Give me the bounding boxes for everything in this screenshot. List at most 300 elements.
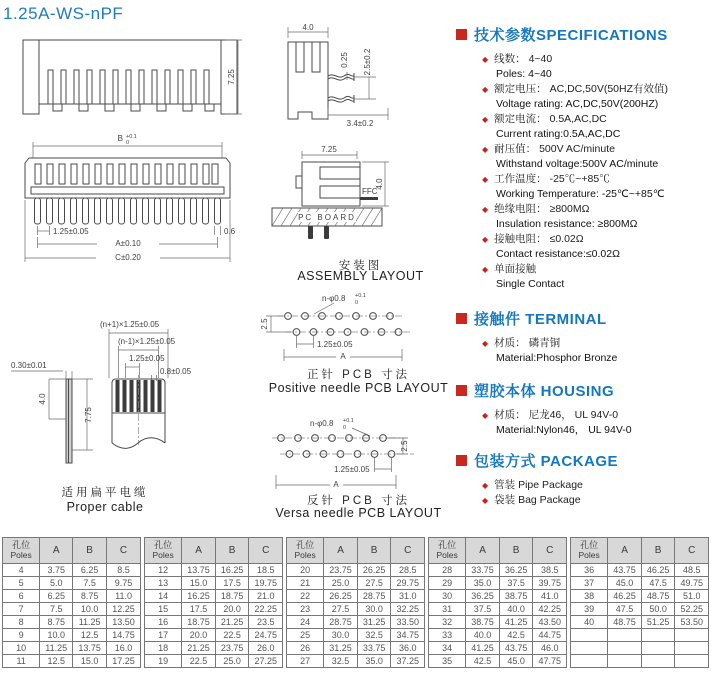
dim-tolerance: +0.1 — [126, 134, 137, 140]
spec-item — [456, 336, 710, 366]
dim-label: 2.5±0.2 — [363, 48, 372, 76]
section-marker-icon — [456, 313, 467, 324]
pin-slots — [48, 70, 209, 104]
dim-label: 4.0 — [302, 23, 314, 32]
cell-poles: 21 — [287, 577, 324, 590]
cell-b: 11.25 — [73, 616, 107, 629]
cell-c: 18.5 — [249, 564, 283, 577]
cell-b: 16.25 — [215, 564, 249, 577]
cell-a: 12.5 — [40, 655, 73, 668]
package-list — [456, 478, 710, 508]
cell-poles: 23 — [287, 603, 324, 616]
table-row — [287, 642, 425, 655]
cell-a: 47.5 — [608, 603, 642, 616]
section-heading — [456, 450, 710, 471]
cell-c: 49.75 — [675, 577, 709, 590]
cell-poles: 11 — [3, 655, 40, 668]
cell-b: 10.0 — [73, 603, 107, 616]
table-row — [571, 642, 709, 655]
col-header-c: C — [675, 538, 709, 564]
spec-text-en: Current rating:0.5A,AC,DC — [496, 128, 621, 140]
cell-c: 16.0 — [107, 642, 141, 655]
cell-c: 12.25 — [107, 603, 141, 616]
col-header-c: C — [249, 538, 283, 564]
spec-text-en: Single Contact — [496, 278, 565, 290]
cell-c: 17.25 — [107, 655, 141, 668]
dim-label: 4.0 — [38, 393, 47, 405]
cell-c: 27.25 — [249, 655, 283, 668]
spec-text-en: Withstand voltage:500V AC/minute — [496, 158, 659, 170]
cell-poles: 14 — [145, 590, 182, 603]
cell-poles: 27 — [287, 655, 324, 668]
cell-a: 13.75 — [182, 564, 216, 577]
cell-b: 48.75 — [641, 590, 675, 603]
cell-a: 18.75 — [182, 616, 216, 629]
cell-poles — [571, 655, 608, 668]
cell-a: 43.75 — [608, 564, 642, 577]
specs-column — [456, 24, 710, 508]
spec-text-cn: 绝缘电阻： ≥800MΩ — [494, 203, 590, 215]
cell-c: 44.75 — [533, 629, 567, 642]
cell-c: 13.50 — [107, 616, 141, 629]
cell-c: 39.75 — [533, 577, 567, 590]
package-item — [456, 478, 710, 493]
ffc-label: FFC — [362, 187, 378, 196]
table-row — [145, 655, 283, 668]
cell-poles: 16 — [145, 616, 182, 629]
spec-line-cn — [456, 52, 710, 67]
cell-a: 35.0 — [466, 577, 500, 590]
table-row — [571, 577, 709, 590]
cable-caption-cn: 适用扁平电缆 — [61, 487, 149, 499]
cell-b: 40.0 — [499, 603, 533, 616]
cell-a: 21.25 — [182, 642, 216, 655]
dim-label: A — [340, 352, 346, 361]
cell-a: 10.0 — [40, 629, 73, 642]
cell-c: 14.75 — [107, 629, 141, 642]
table-row — [3, 603, 141, 616]
cell-poles: 6 — [3, 590, 40, 603]
spec-text-cn: 接触电阻： ≤0.02Ω — [494, 233, 584, 245]
poles-table-3 — [286, 537, 425, 668]
spec-text-en: Material:Phosphor Bronze — [496, 352, 618, 364]
terminal-list — [456, 336, 710, 366]
cell-poles: 10 — [3, 642, 40, 655]
dim-label: C±0.20 — [115, 253, 141, 262]
versa-pcb-caption-cn: 反针 PCB 寸法 — [306, 495, 411, 507]
cell-c — [675, 655, 709, 668]
diamond-bullet-icon: ◆ — [482, 481, 489, 490]
cell-poles: 38 — [571, 590, 608, 603]
cell-poles: 13 — [145, 577, 182, 590]
cell-b — [641, 655, 675, 668]
table-row — [145, 629, 283, 642]
cell-a: 11.25 — [40, 642, 73, 655]
dim-tolerance: +0.1 — [343, 418, 354, 424]
cell-a: 30.0 — [324, 629, 358, 642]
spec-text-cn: 线数： 4~40 — [494, 53, 553, 65]
table-row — [429, 577, 567, 590]
cell-a: 25.0 — [324, 577, 358, 590]
cell-poles: 30 — [429, 590, 466, 603]
cell-b: 6.25 — [73, 564, 107, 577]
table-row — [145, 577, 283, 590]
table-row — [571, 616, 709, 629]
cell-poles: 26 — [287, 642, 324, 655]
package-text: 袋装 Bag Package — [494, 494, 581, 506]
section-title: 包装方式 PACKAGE — [474, 453, 619, 470]
cell-a: 3.75 — [40, 564, 73, 577]
cell-b: 33.75 — [357, 642, 391, 655]
cell-b: 31.25 — [357, 616, 391, 629]
table-row — [3, 616, 141, 629]
cell-a: 42.5 — [466, 655, 500, 668]
spec-line-cn — [456, 232, 710, 247]
cell-c: 26.0 — [249, 642, 283, 655]
cell-b: 26.25 — [357, 564, 391, 577]
spec-text-en: Working Temperature: -25℃~+85℃ — [496, 188, 665, 200]
spec-text-cn: 额定电流： 0.5A,AC,DC — [494, 113, 607, 125]
spec-text-cn: 耐压值： 500V AC/minute — [494, 143, 615, 155]
table-row — [145, 603, 283, 616]
cell-b: 15.0 — [73, 655, 107, 668]
table-row — [3, 577, 141, 590]
spec-text-cn: 材质： 磷青铜 — [494, 337, 561, 349]
cell-c: 29.75 — [391, 577, 425, 590]
col-header-b: B — [499, 538, 533, 564]
cell-a: 31.25 — [324, 642, 358, 655]
spec-line-cn — [456, 112, 710, 127]
assembly-caption-cn: 安装图 — [338, 260, 383, 272]
table-row — [3, 629, 141, 642]
dim-label: 1.25±0.05 — [53, 227, 89, 236]
poles-table-1 — [2, 537, 141, 668]
section-title: 塑胶本体 HOUSING — [474, 383, 615, 400]
cell-c: 37.25 — [391, 655, 425, 668]
diamond-bullet-icon: ◆ — [482, 145, 489, 154]
diamond-bullet-icon: ◆ — [482, 339, 489, 348]
versa-pcb-drawing — [256, 417, 461, 492]
cell-a: 7.5 — [40, 603, 73, 616]
package-item — [456, 493, 710, 508]
cell-a: 16.25 — [182, 590, 216, 603]
dim-label: 0.8±0.05 — [160, 367, 192, 376]
dim-tolerance: +0.1 — [355, 293, 366, 299]
poles-table-5 — [570, 537, 709, 668]
cell-c: 53.50 — [675, 616, 709, 629]
diamond-bullet-icon: ◆ — [482, 496, 489, 505]
table-row — [145, 564, 283, 577]
cell-c: 11.0 — [107, 590, 141, 603]
cell-b: 27.5 — [357, 577, 391, 590]
cell-a: 37.5 — [466, 603, 500, 616]
assembly-caption-en: ASSEMBLY LAYOUT — [297, 269, 424, 283]
cell-b: 12.5 — [73, 629, 107, 642]
cell-a: 33.75 — [466, 564, 500, 577]
cell-b: 20.0 — [215, 603, 249, 616]
cell-c: 41.0 — [533, 590, 567, 603]
hole-label: n-φ0.8 — [310, 419, 334, 428]
dim-label: A±0.10 — [115, 239, 141, 248]
table-row — [571, 655, 709, 668]
table-row — [571, 603, 709, 616]
cell-poles: 12 — [145, 564, 182, 577]
poles-table-4 — [428, 537, 567, 668]
col-header-poles: 孔位 Poles — [287, 538, 324, 564]
cable-drawing — [5, 295, 250, 480]
spec-line-cn — [456, 202, 710, 217]
spec-text-en: Material:Nylon46， UL 94V-0 — [496, 424, 632, 436]
spec-item — [456, 52, 710, 82]
table-row — [287, 590, 425, 603]
table-row — [3, 655, 141, 668]
col-header-a: A — [608, 538, 642, 564]
cell-c: 28.5 — [391, 564, 425, 577]
cell-a: 17.5 — [182, 603, 216, 616]
cell-poles: 15 — [145, 603, 182, 616]
table-row — [287, 603, 425, 616]
spec-text-en: Contact resistance:≤0.02Ω — [496, 248, 620, 260]
cell-poles: 33 — [429, 629, 466, 642]
diamond-bullet-icon: ◆ — [482, 175, 489, 184]
col-header-b: B — [215, 538, 249, 564]
cell-poles: 9 — [3, 629, 40, 642]
dim-label: 7.25 — [227, 69, 236, 85]
cell-c: 24.75 — [249, 629, 283, 642]
table-row — [429, 603, 567, 616]
table-row — [287, 616, 425, 629]
cell-poles: 7 — [3, 603, 40, 616]
spec-line-cn — [456, 142, 710, 157]
cell-poles: 36 — [571, 564, 608, 577]
cell-b: 38.75 — [499, 590, 533, 603]
spec-text-cn: 额定电压： AC,DC,50V(50HZ有效值) — [494, 83, 669, 95]
cell-b: 47.5 — [641, 577, 675, 590]
cell-a — [608, 629, 642, 642]
pin-slots — [35, 164, 218, 184]
section-title: 接触件 TERMINAL — [474, 311, 607, 328]
cell-b: 8.75 — [73, 590, 107, 603]
cell-b: 13.75 — [73, 642, 107, 655]
spec-text-en: Voltage rating: AC,DC,50V(200HZ) — [496, 98, 659, 110]
col-header-poles: 孔位 Poles — [571, 538, 608, 564]
section-title: 技术参数SPECIFICATIONS — [474, 27, 668, 44]
cell-poles: 39 — [571, 603, 608, 616]
cell-a: 45.0 — [608, 577, 642, 590]
spec-text-en: Insulation resistance: ≥800MΩ — [496, 218, 638, 230]
cell-c: 42.25 — [533, 603, 567, 616]
dim-label: 4.0 — [375, 178, 384, 190]
dim-tolerance: 0 — [355, 300, 359, 306]
section-heading — [456, 380, 710, 401]
table-row — [429, 642, 567, 655]
cell-poles: 8 — [3, 616, 40, 629]
holes-row-1 — [278, 435, 387, 442]
cell-b: 25.0 — [215, 655, 249, 668]
cell-poles: 5 — [3, 577, 40, 590]
cell-poles: 34 — [429, 642, 466, 655]
dim-label: B — [117, 134, 123, 143]
cell-poles: 17 — [145, 629, 182, 642]
cell-b — [641, 629, 675, 642]
table-row — [571, 590, 709, 603]
cell-b: 23.75 — [215, 642, 249, 655]
cell-b: 17.5 — [215, 577, 249, 590]
spec-item — [456, 82, 710, 112]
cell-a: 22.5 — [182, 655, 216, 668]
cell-b: 50.0 — [641, 603, 675, 616]
table-row — [287, 629, 425, 642]
table-row — [3, 590, 141, 603]
dim-label: 3.4±0.2 — [346, 119, 374, 128]
diamond-bullet-icon: ◆ — [482, 115, 489, 124]
dim-label: 2.5 — [400, 440, 409, 452]
cell-poles: 18 — [145, 642, 182, 655]
cell-poles: 20 — [287, 564, 324, 577]
cell-c: 22.25 — [249, 603, 283, 616]
cell-c: 52.25 — [675, 603, 709, 616]
cell-a: 23.75 — [324, 564, 358, 577]
table-row — [145, 642, 283, 655]
table-row — [3, 642, 141, 655]
dim-label: 1.25±0.05 — [317, 340, 353, 349]
spec-item — [456, 142, 710, 172]
cell-c: 33.50 — [391, 616, 425, 629]
pole-dimension-tables — [2, 537, 709, 668]
col-header-c: C — [107, 538, 141, 564]
table-row — [429, 590, 567, 603]
pc-board-label: PC BOARD — [298, 213, 356, 222]
col-header-b: B — [357, 538, 391, 564]
cell-b: 35.0 — [357, 655, 391, 668]
diamond-bullet-icon: ◆ — [482, 265, 489, 274]
dim-label: 1.25±0.05 — [334, 465, 370, 474]
cell-c: 47.75 — [533, 655, 567, 668]
cell-c — [675, 642, 709, 655]
dim-label: (n+1)×1.25±0.05 — [100, 320, 160, 329]
spec-item — [456, 112, 710, 142]
cell-c: 31.0 — [391, 590, 425, 603]
table-row — [571, 564, 709, 577]
spec-item — [456, 172, 710, 202]
cell-b: 7.5 — [73, 577, 107, 590]
dim-label: 7.75 — [84, 407, 93, 423]
cell-a: 38.75 — [466, 616, 500, 629]
spec-line-cn — [456, 172, 710, 187]
spec-text-cn: 材质： 尼龙46， UL 94V-0 — [494, 409, 619, 421]
cell-poles: 24 — [287, 616, 324, 629]
positive-pcb-caption-cn: 正针 PCB 寸法 — [306, 369, 411, 381]
cell-c: 43.50 — [533, 616, 567, 629]
section-marker-icon — [456, 455, 467, 466]
cell-c: 36.0 — [391, 642, 425, 655]
table-row — [3, 564, 141, 577]
section-specifications — [456, 24, 710, 292]
poles-table-2 — [144, 537, 283, 668]
table-row — [429, 564, 567, 577]
cell-c — [675, 629, 709, 642]
table-row — [429, 655, 567, 668]
spec-text-en: Poles: 4~40 — [496, 68, 552, 80]
cell-b: 42.5 — [499, 629, 533, 642]
spec-list — [456, 52, 710, 292]
spec-line-cn — [456, 82, 710, 97]
cell-c: 23.5 — [249, 616, 283, 629]
table-row — [287, 577, 425, 590]
table-row — [145, 590, 283, 603]
cell-b: 32.5 — [357, 629, 391, 642]
dim-label: 0.6 — [224, 227, 236, 236]
dim-tolerance: 0 — [126, 140, 130, 146]
cell-b: 37.5 — [499, 577, 533, 590]
cell-b: 51.25 — [641, 616, 675, 629]
section-housing — [456, 380, 710, 438]
cell-b: 36.25 — [499, 564, 533, 577]
cell-c: 34.75 — [391, 629, 425, 642]
dim-label: 7.25 — [321, 145, 337, 154]
cell-a: 40.0 — [466, 629, 500, 642]
front-view-drawing — [15, 34, 245, 139]
cell-c: 19.75 — [249, 577, 283, 590]
spec-item — [456, 232, 710, 262]
cell-poles: 22 — [287, 590, 324, 603]
col-header-poles: 孔位 Poles — [145, 538, 182, 564]
cell-a: 27.5 — [324, 603, 358, 616]
dim-label: 0.25 — [340, 52, 349, 68]
cell-poles: 19 — [145, 655, 182, 668]
bottom-view-drawing — [5, 132, 250, 264]
cell-a: 48.75 — [608, 616, 642, 629]
diamond-bullet-icon: ◆ — [482, 55, 489, 64]
cell-b: 43.75 — [499, 642, 533, 655]
package-text: 管装 Pipe Package — [494, 479, 583, 491]
cable-caption-en: Proper cable — [66, 500, 144, 514]
cell-b: 46.25 — [641, 564, 675, 577]
cell-poles: 32 — [429, 616, 466, 629]
cell-a: 20.0 — [182, 629, 216, 642]
positive-pcb-caption-en: Positive needle PCB LAYOUT — [268, 381, 449, 395]
side-view-drawing — [270, 24, 460, 132]
cell-poles: 29 — [429, 577, 466, 590]
cell-poles: 28 — [429, 564, 466, 577]
cell-poles: 4 — [3, 564, 40, 577]
hole-label: n-φ0.8 — [322, 294, 346, 303]
cell-b — [641, 642, 675, 655]
cell-poles — [571, 642, 608, 655]
cell-poles — [571, 629, 608, 642]
diamond-bullet-icon: ◆ — [482, 85, 489, 94]
cell-poles: 35 — [429, 655, 466, 668]
spec-item — [456, 202, 710, 232]
col-header-b: B — [641, 538, 675, 564]
cell-a: 32.5 — [324, 655, 358, 668]
cell-a — [608, 655, 642, 668]
col-header-c: C — [391, 538, 425, 564]
dim-label: 1.25±0.05 — [129, 354, 165, 363]
spec-text-cn: 单面接触 — [494, 263, 537, 275]
section-package — [456, 450, 710, 508]
cell-c: 8.5 — [107, 564, 141, 577]
cell-b: 45.0 — [499, 655, 533, 668]
cell-c: 48.5 — [675, 564, 709, 577]
housing-list — [456, 408, 710, 438]
cell-a: 46.25 — [608, 590, 642, 603]
cell-a: 6.25 — [40, 590, 73, 603]
cell-c: 38.5 — [533, 564, 567, 577]
page-title: 1.25A-WS-nPF — [3, 4, 124, 23]
cell-a: 26.25 — [324, 590, 358, 603]
cell-c: 51.0 — [675, 590, 709, 603]
